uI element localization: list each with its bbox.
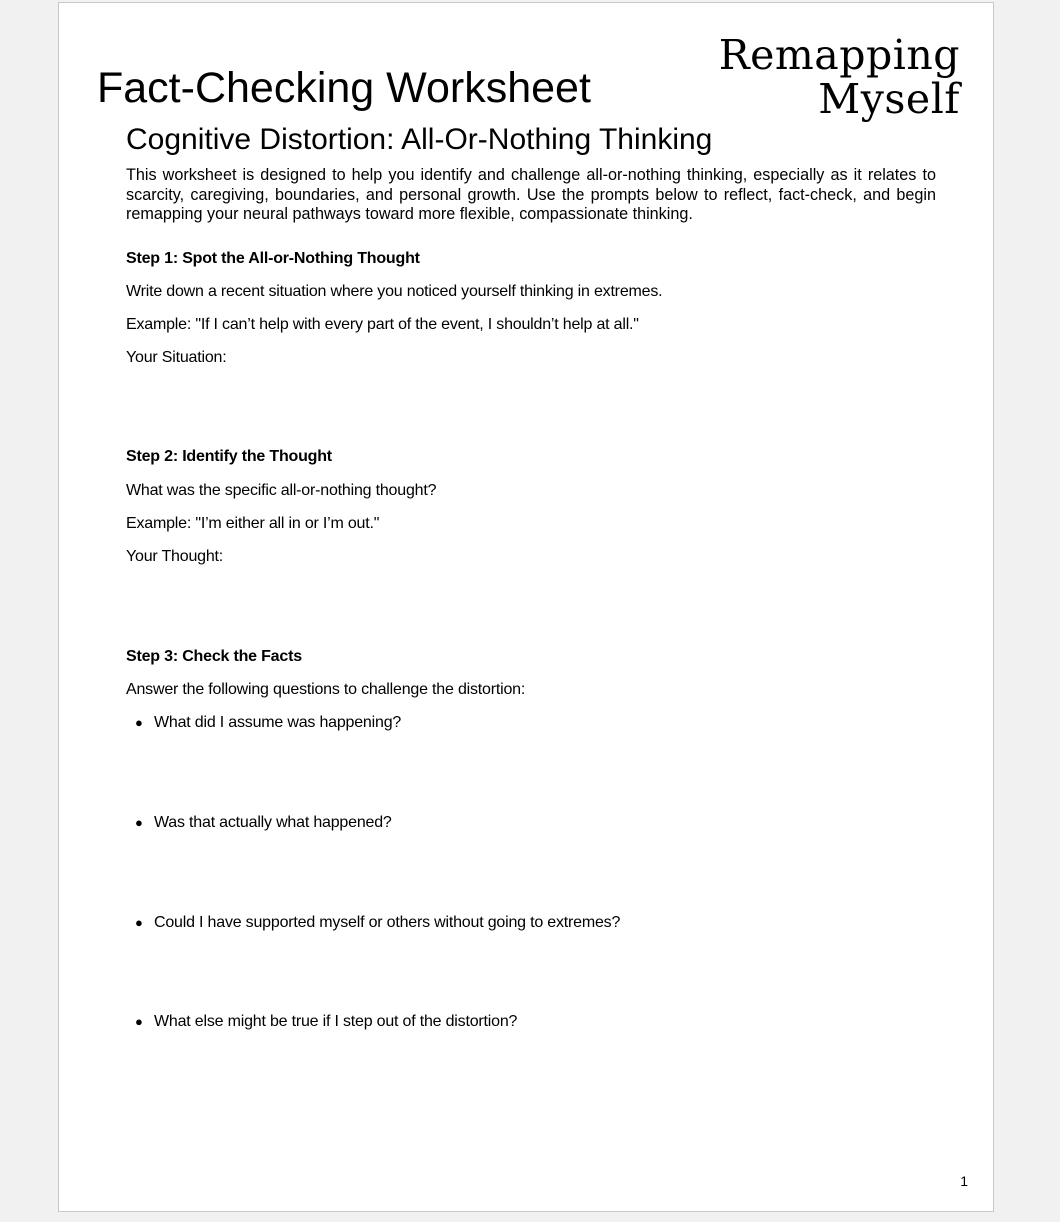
step2-heading: Step 2: Identify the Thought [126, 448, 332, 465]
step3-heading: Step 3: Check the Facts [126, 648, 302, 665]
bullet-dot: ● [135, 715, 143, 730]
step1-heading: Step 1: Spot the All-or-Nothing Thought [126, 250, 420, 267]
step2-example: Example: "I’m either all in or I’m out." [126, 515, 380, 532]
question-text: What else might be true if I step out of the distortion? [154, 1013, 518, 1030]
document-page [58, 2, 994, 1212]
step2-answer-label: Your Thought: [126, 548, 224, 565]
step1-answer-label: Your Situation: [126, 349, 227, 366]
step1-prompt: Write down a recent situation where you noticed yourself thinking in extremes. [126, 283, 663, 300]
list-item [135, 913, 620, 933]
brand-logo [719, 33, 960, 121]
list-item [135, 813, 392, 833]
brand-line-2: Myself [818, 75, 960, 123]
bullet-dot: ● [135, 915, 143, 930]
intro-paragraph: This worksheet is designed to help you identify and challenge all-or-nothing thinking, especially as it relates to scarcity, caregiving, boundaries, and personal growth. Use the prompts below to reflect, fact-check, and begin remapping your neural pathways toward more flexible, compassionate thinking. [126, 166, 936, 223]
brand-line-1: Remapping [718, 31, 960, 79]
bullet-dot: ● [135, 1014, 143, 1029]
step2-prompt: What was the specific all-or-nothing thought? [126, 482, 437, 499]
page-title: Fact-Checking Worksheet [97, 64, 591, 112]
list-item [135, 713, 401, 733]
bullet-dot: ● [135, 815, 143, 830]
question-text: Could I have supported myself or others without going to extremes? [154, 914, 621, 931]
question-text: Was that actually what happened? [154, 814, 392, 831]
step3-prompt: Answer the following questions to challenge the distortion: [126, 681, 526, 698]
step1-example: Example: "If I can’t help with every part of the event, I shouldn’t help at all." [126, 316, 639, 333]
page-number: 1 [960, 1173, 968, 1189]
list-item [135, 1012, 517, 1032]
page-subtitle: Cognitive Distortion: All-Or-Nothing Thinking [126, 123, 713, 156]
question-text: What did I assume was happening? [154, 714, 402, 731]
